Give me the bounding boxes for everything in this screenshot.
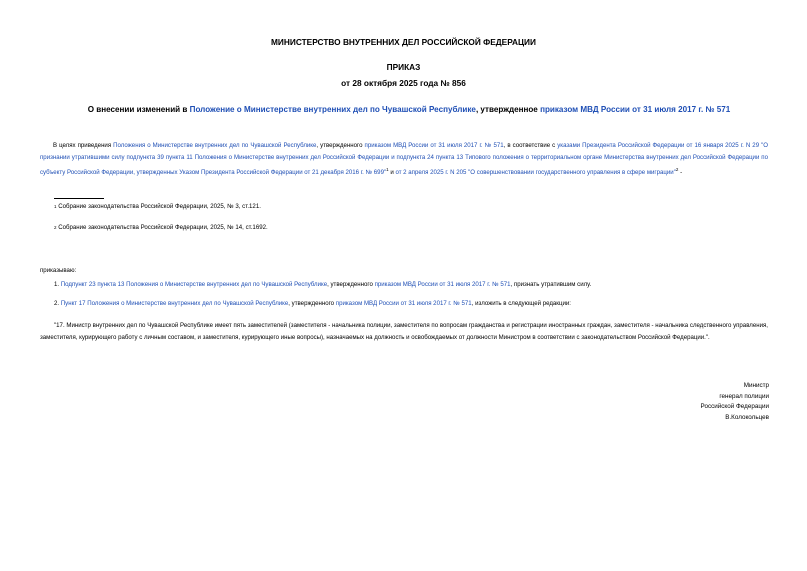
signature-block (701, 381, 769, 423)
item-number: 1. (54, 281, 61, 288)
footnote-text: Собрание законодательства Российской Федерации, 2025, № 3, ст.121. (56, 203, 261, 210)
intro-paragraph (40, 140, 768, 190)
footnote-1 (54, 203, 261, 211)
intro-decree-link-1[interactable]: указами Президента Российской Федерации от 16 января 2025 г. N 29 "О признании утратившими силу подпункта 39 пункта 11 Положения о Министерстве внутренних дел Российской Федерации и подпункта 24 пункта 13 Типового положения о территориальном органе Министерства внутренних дел Российской Федерации по субъекту Российской Федерации, утвержденных Указом Президента Российской Федерации от 21 декабря 2016 г. № 699" (40, 142, 769, 177)
item1-order-link[interactable]: приказом МВД России от 31 июля 2017 г. № 571 (374, 281, 511, 288)
signer-name: В.Колокольцев (725, 413, 769, 421)
footnote-ref-2[interactable]: 2 (675, 167, 679, 173)
order-item-2 (54, 300, 571, 308)
document-type: ПРИКАЗ (386, 62, 421, 72)
subject-text: О внесении изменений в (87, 105, 190, 114)
intro-decree-link-2[interactable]: от 2 апреля 2025 г. N 205 "О совершенствовании государственного управления в сфере миграции" (395, 169, 676, 177)
item2-point-link[interactable]: Пункт 17 Положения о Министерстве внутренних дел по Чувашской Республике (60, 300, 289, 307)
subject-regulation-link[interactable]: Положение о Министерстве внутренних дел по Чувашской Республике (189, 105, 476, 114)
document-subject (49, 105, 769, 115)
intro-order-link[interactable]: приказом МВД России от 31 июля 2017 г. № 571 (364, 142, 504, 149)
footnote-mark: 1 (54, 204, 57, 209)
footnote-divider (54, 198, 104, 199)
new-wording-text: "17. Министр внутренних дел по Чувашской Республике имеет пять заместителей (заместителя - начальника полиции, заместителя по вопросам гражданства и регистрации иностранных граждан, заместителя - начальника следственного управления, заместителя, курирующего работу с личным составом, и заместителя, курирующего иные вопросы), назначаемых на должность и освобождаемых от должности Министром в соответствии с законодательством Российской Федерации.". (40, 322, 768, 342)
footnote-text: Собрание законодательства Российской Федерации, 2025, № 14, ст.1692. (56, 224, 268, 231)
intro-text: - (678, 169, 683, 177)
intro-text: , утвержденного (316, 142, 365, 149)
item-number: 2. (54, 300, 61, 307)
ministry-title: МИНИСТЕРСТВО ВНУТРЕННИХ ДЕЛ РОССИЙСКОЙ ФЕДЕРАЦИИ (271, 37, 536, 47)
document-date-number: от 28 октября 2025 года № 856 (341, 78, 466, 88)
intro-text: В целях приведения (53, 142, 114, 149)
subject-order-link[interactable]: приказом МВД России от 31 июля 2017 г. № 571 (540, 105, 731, 114)
signer-position: Министр (743, 382, 769, 389)
intro-text: , в соответствие с (503, 142, 558, 149)
signer-rank-country: Российской Федерации (700, 403, 769, 410)
footnote-mark: 2 (54, 225, 57, 230)
item-text: , признать утратившим силу. (510, 281, 592, 288)
signer-rank: генерал полиции (719, 392, 769, 400)
new-wording-paragraph (40, 320, 768, 344)
item-text: , утвержденного (327, 281, 375, 288)
intro-text: и (388, 169, 396, 177)
item1-subpoint-link[interactable]: Подпункт 23 пункта 13 Положения о Министерстве внутренних дел по Чувашской Республике (60, 281, 328, 288)
footnote-ref-1[interactable]: 1 (386, 167, 389, 173)
item-text: , утвержденного (288, 300, 336, 307)
subject-text: , утвержденное (475, 105, 541, 114)
item2-order-link[interactable]: приказом МВД России от 31 июля 2017 г. № 571 (335, 300, 472, 307)
item-text: , изложить в следующей редакции: (471, 300, 571, 307)
order-item-1 (54, 281, 591, 289)
footnote-2 (54, 224, 268, 232)
intro-regulation-link[interactable]: Положения о Министерстве внутренних дел по Чувашской Республике (113, 142, 317, 149)
order-word: приказываю: (40, 267, 77, 274)
